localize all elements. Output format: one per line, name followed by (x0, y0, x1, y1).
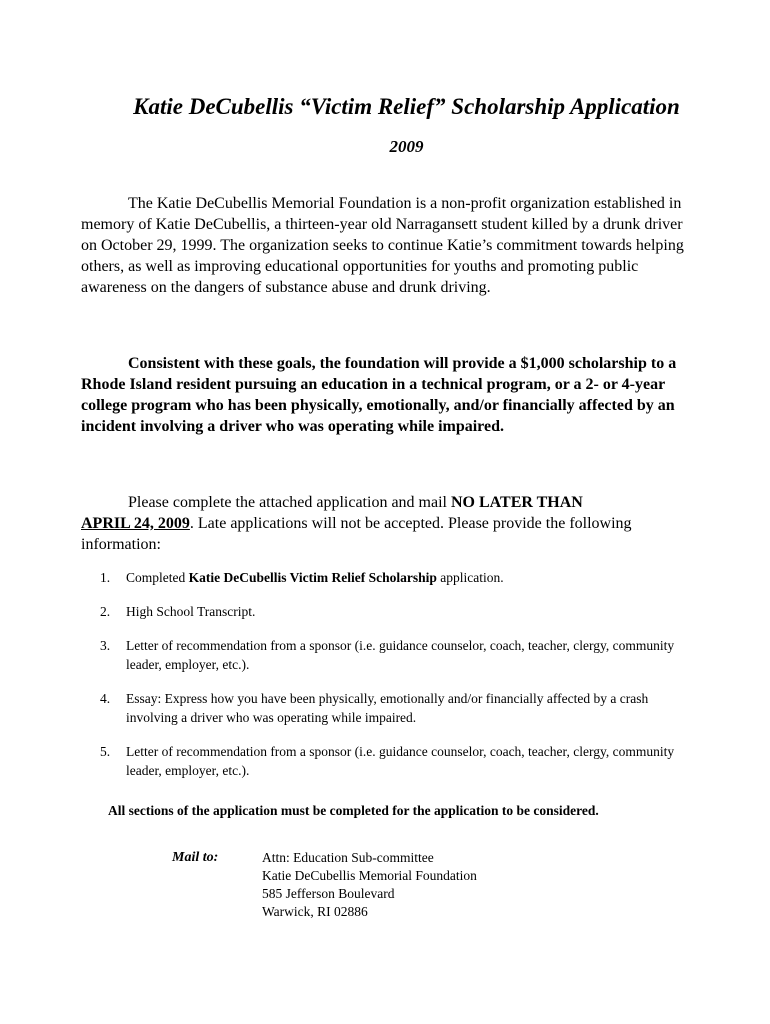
list-item (100, 742, 690, 780)
instructions-lead: Please complete the attached application and mail (128, 494, 451, 511)
list-item (100, 689, 690, 727)
requirements-list (100, 568, 690, 795)
list-item (100, 636, 690, 674)
list-item-bold: Katie DeCubellis Victim Relief Scholarship (188, 570, 437, 585)
list-item-text: High School Transcript. (126, 604, 256, 619)
list-item-text-end: application. (436, 570, 504, 585)
list-item-number: 5. (100, 744, 111, 759)
mail-to-label: Mail to: (172, 850, 219, 865)
goals-paragraph: Consistent with these goals, the foundation will provide a $1,000 scholarship to a Rhode Island resident pursuing an education in a technical program, or a 2- or 4-year college program who has been physically, emotionally, and/or financially affected by an incident involving a driver who was operating while impaired. (81, 355, 677, 435)
document-title: Katie DeCubellis “Victim Relief” Scholarship Application (133, 94, 680, 119)
list-item-number: 1. (100, 570, 111, 585)
list-item-text: Essay: Express how you have been physically, emotionally and/or financially affected by a crash involving a driver who was operating while impaired. (126, 691, 649, 725)
instructions-paragraph (81, 492, 691, 555)
list-item-text: Letter of recommendation from a sponsor (i.e. guidance counselor, coach, teacher, clergy, community leader, employer, etc.). (126, 744, 675, 778)
completion-notice: All sections of the application must be completed for the application to be considered. (108, 803, 599, 818)
list-item-number: 4. (100, 691, 111, 706)
list-item-number: 2. (100, 604, 111, 619)
list-item-text: Completed (126, 570, 189, 585)
list-item-text: Letter of recommendation from a sponsor (i.e. guidance counselor, coach, teacher, clergy, community leader, employer, etc.). (126, 638, 675, 672)
address-line: Katie DeCubellis Memorial Foundation (262, 868, 477, 883)
list-item-number: 3. (100, 638, 111, 653)
deadline-label: NO LATER THAN (450, 494, 583, 511)
list-item (100, 602, 690, 621)
list-item (100, 568, 690, 587)
address-line: Attn: Education Sub-committee (262, 850, 434, 865)
document-year: 2009 (389, 137, 424, 156)
mailing-address (262, 849, 477, 921)
deadline-date: APRIL 24, 2009 (81, 515, 190, 532)
intro-paragraph: The Katie DeCubellis Memorial Foundation is a non-profit organization established in memory of Katie DeCubellis, a thirteen-year old Narragansett student killed by a drunk driver on October 29, 1999. The organization seeks to continue Katie’s commitment towards helping others, as well as improving educational opportunities for youths and promoting public awareness on the dangers of substance abuse and drunk driving. (81, 195, 684, 296)
instructions-rest: . Late applications will not be accepted. Please provide the following information: (81, 515, 632, 553)
address-line: Warwick, RI 02886 (262, 904, 368, 919)
address-line: 585 Jefferson Boulevard (262, 886, 395, 901)
